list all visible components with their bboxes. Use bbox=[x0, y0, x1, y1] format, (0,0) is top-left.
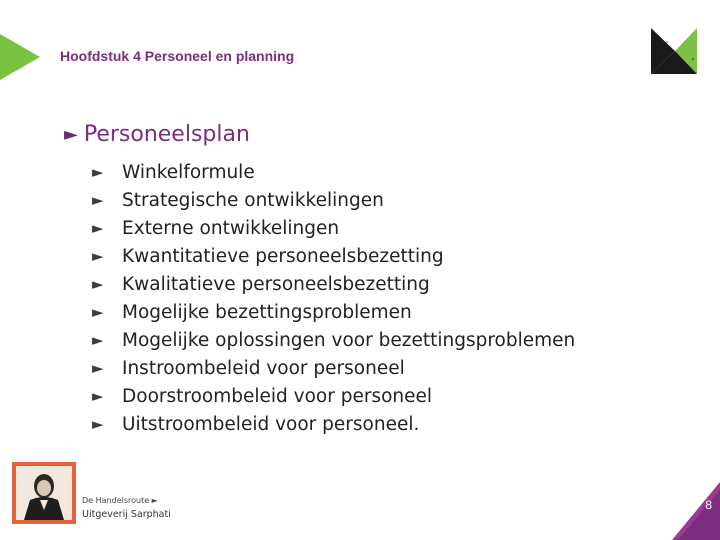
heading-text: Personeelsplan bbox=[83, 122, 250, 147]
list-item bbox=[92, 326, 575, 354]
bullet-list bbox=[92, 158, 575, 438]
list-item bbox=[92, 410, 575, 438]
page-number: 8 bbox=[705, 498, 712, 512]
bullet-arrow-icon: ► bbox=[92, 359, 104, 377]
heading-arrow-icon: ► bbox=[64, 124, 78, 145]
portrait-icon bbox=[16, 466, 72, 520]
list-item-text: Uitstroombeleid voor personeel. bbox=[122, 413, 420, 435]
bullet-arrow-icon: ► bbox=[92, 303, 104, 321]
list-item bbox=[92, 214, 575, 242]
list-item-text: Mogelijke oplossingen voor bezettingsproblemen bbox=[122, 329, 576, 351]
series-name: De Handelsroute ► bbox=[82, 496, 158, 505]
bullet-arrow-icon: ► bbox=[92, 415, 104, 433]
bullet-arrow-icon: ► bbox=[92, 387, 104, 405]
list-item bbox=[92, 242, 575, 270]
list-item bbox=[92, 158, 575, 186]
bullet-arrow-icon: ► bbox=[92, 191, 104, 209]
bullet-arrow-icon: ► bbox=[92, 275, 104, 293]
page-corner-decoration bbox=[672, 482, 720, 540]
list-item-text: Kwantitatieve personeelsbezetting bbox=[122, 245, 444, 267]
list-item-text: Instroombeleid voor personeel bbox=[122, 357, 405, 379]
list-item bbox=[92, 270, 575, 298]
bullet-arrow-icon: ► bbox=[92, 247, 104, 265]
chapter-title: Hoofdstuk 4 Personeel en planning bbox=[60, 48, 295, 64]
brand-logo-icon bbox=[651, 28, 707, 74]
portrait-image bbox=[12, 462, 76, 524]
list-item bbox=[92, 382, 575, 410]
list-item-text: Kwalitatieve personeelsbezetting bbox=[122, 273, 430, 295]
list-item bbox=[92, 186, 575, 214]
bullet-arrow-icon: ► bbox=[92, 219, 104, 237]
bullet-arrow-icon: ► bbox=[92, 163, 104, 181]
publisher-logo bbox=[12, 462, 171, 524]
list-item-text: Mogelijke bezettingsproblemen bbox=[122, 301, 412, 323]
list-item bbox=[92, 354, 575, 382]
corner-triangle-decoration bbox=[0, 34, 40, 80]
slide-heading bbox=[64, 122, 250, 147]
list-item bbox=[92, 298, 575, 326]
list-item-text: Externe ontwikkelingen bbox=[122, 217, 340, 239]
list-item-text: Doorstroombeleid voor personeel bbox=[122, 385, 433, 407]
list-item-text: Winkelformule bbox=[122, 161, 255, 183]
list-item-text: Strategische ontwikkelingen bbox=[122, 189, 384, 211]
bullet-arrow-icon: ► bbox=[92, 331, 104, 349]
publisher-name: Uitgeverij Sarphati bbox=[82, 509, 171, 520]
